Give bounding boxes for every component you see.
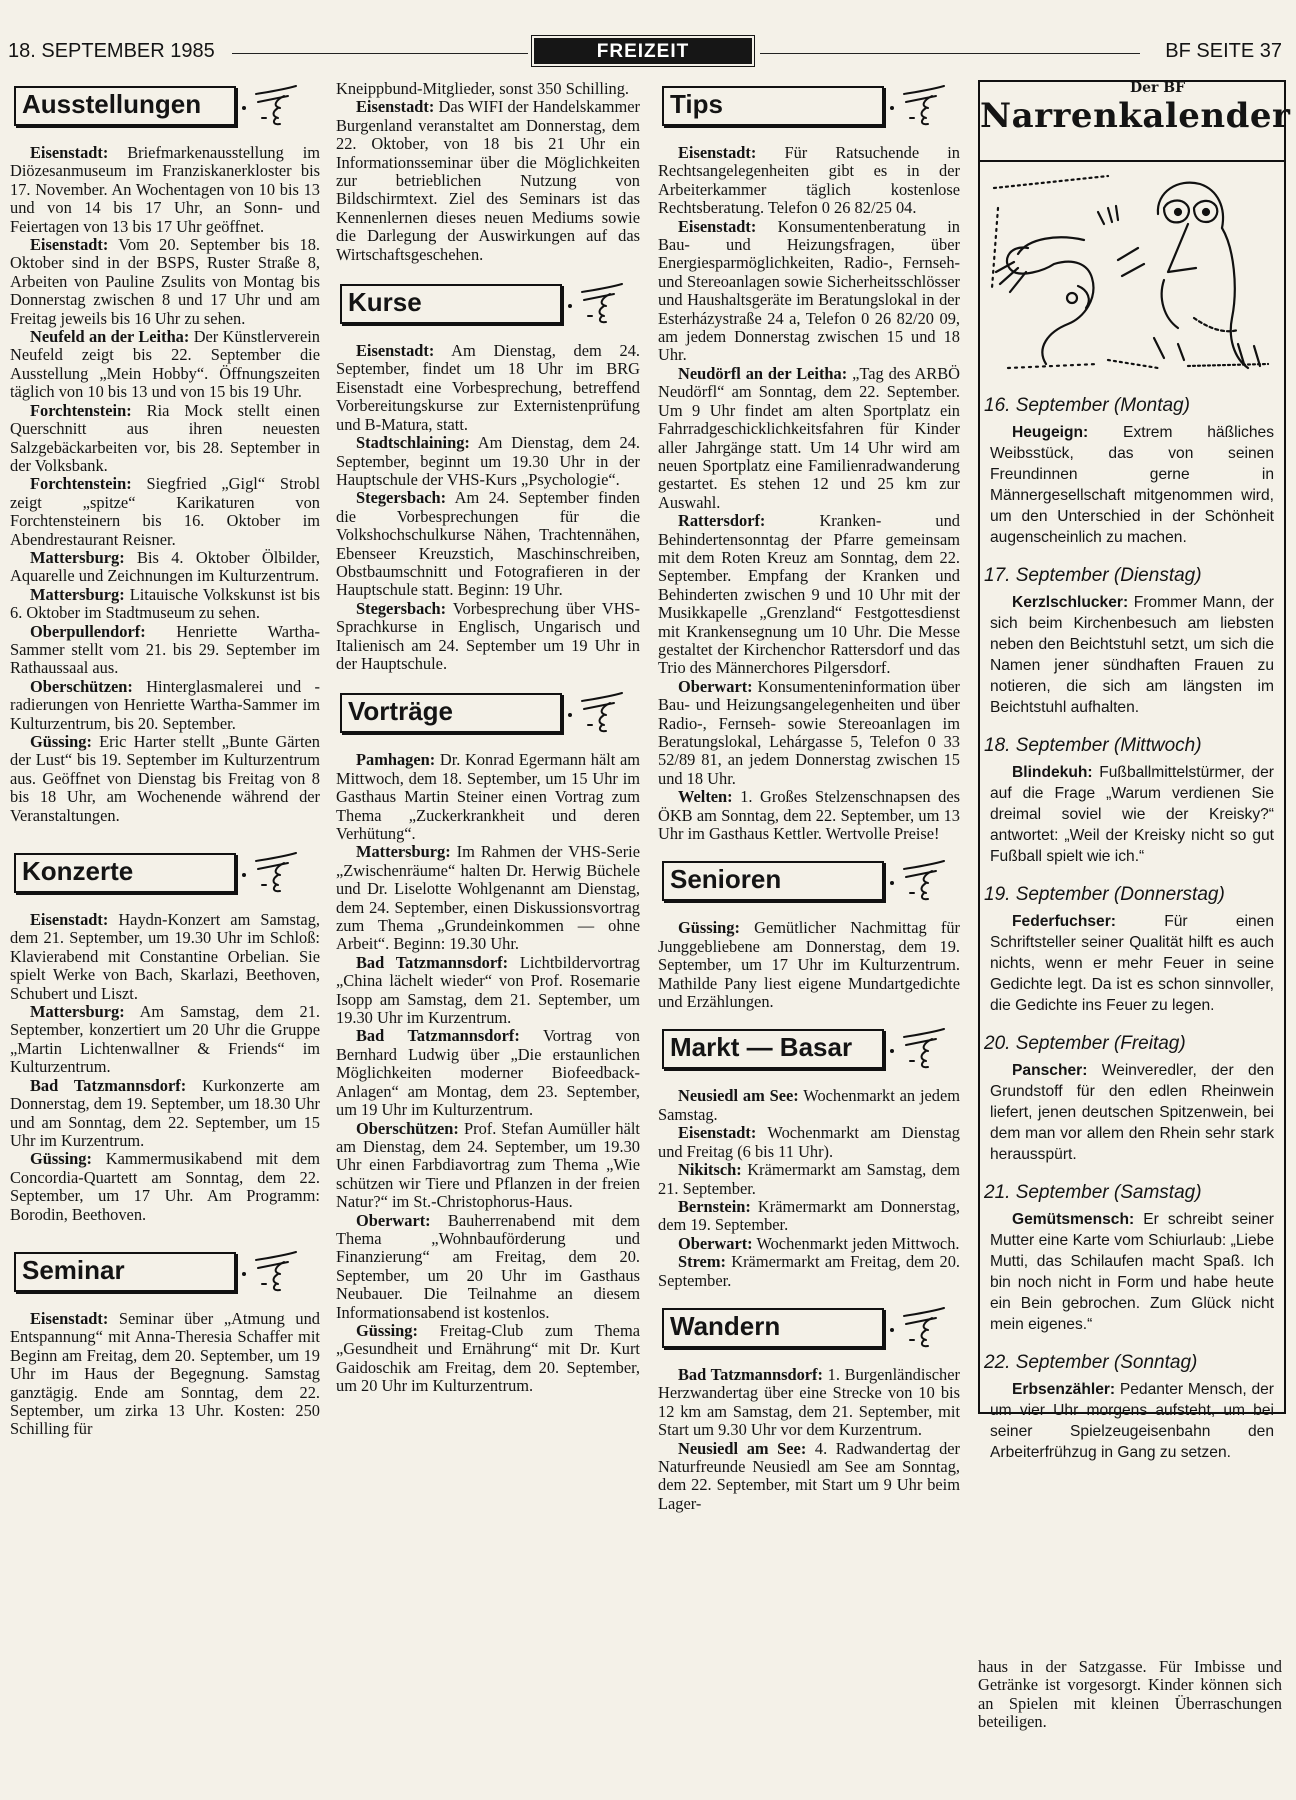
listing-entry [658, 1235, 960, 1253]
kurse-heading [336, 284, 640, 324]
pointing-hand-icon [902, 84, 948, 126]
listing-place: Stegersbach: [356, 488, 447, 508]
listing-text: Bauherrenabend mit dem Thema „Wohnbauförderung und Finanzierung“ am Freitag, dem 20. September, um 20 Uhr im Gasthaus Neubauer. Die Teilnahme an diesem Informationsabend ist kostenlos. [336, 1210, 640, 1322]
narren-definition: Für einen Schriftsteller seiner Qualität hilft es auch nichts, wenn er mehr Feuer in seine Gedichte legt. Da ist es schon sinnvoller, die Gedichte ins Feuer zu legen. [990, 913, 1274, 1014]
section-spacer [658, 1011, 960, 1023]
pointing-hand-icon [580, 691, 626, 733]
seminar-heading [10, 1252, 320, 1292]
listing-entry [10, 678, 320, 733]
listing-place: Neufeld an der Leitha: [30, 327, 190, 347]
listing-entry [10, 236, 320, 328]
listing-place: Rattersdorf: [678, 511, 766, 531]
section-heading-title: Kurse [348, 287, 422, 318]
narren-term: Blindekuh: [1012, 764, 1093, 781]
listing-place: Eisenstadt: [678, 1123, 757, 1143]
listing-text: Am Dienstag, dem 24. September, beginnt um 19.30 Uhr in der Hauptschule der VHS-Kurs „Psychologie“. [336, 433, 640, 489]
listing-text: Im Rahmen der VHS-Serie „Zwischenräume“ halten Dr. Herwig Büchele und Dr. Liselotte Wohlgenannt am Dienstag, dem 24. September, einen Diskussionsvortrag zum Thema „Grundeinkommen — ohne Arbeit“. Beginn: 19.30 Uhr. [336, 842, 640, 954]
section-heading-title: Tips [670, 89, 723, 119]
listing-text: 4. Radwandertag der Naturfreunde Neusiedl am See am Sonntag, dem 22. September, mit Start um 9 Uhr beim Lager- [658, 1438, 960, 1513]
listing-place: Stegersbach: [356, 598, 447, 618]
listing-text: Haydn-Konzert am Samstag, dem 21. September, um 19.30 Uhr im Schloß: Klavierabend mit Constantine Orbelian. Sie spielt Werke von Bach, Skarlazi, Beethoven, Schubert und Liszt. [10, 910, 320, 1003]
listing-text: Krämermarkt am Samstag, dem 21. September. [658, 1160, 960, 1198]
narren-day-heading: 16. September (Montag) [984, 395, 1190, 416]
listing-text: Litauische Volkskunst ist bis 6. Oktober im Stadtmuseum zu sehen. [10, 584, 320, 623]
heading-divider [884, 1310, 904, 1346]
listing-place: Strem: [678, 1252, 726, 1272]
listing-place: Mattersburg: [356, 842, 451, 862]
narren-term: Heugeign: [1012, 424, 1089, 441]
listing-entry [658, 144, 960, 218]
narren-day-heading: 19. September (Donnerstag) [984, 884, 1225, 905]
listing-text: Konsumentenberatung in Bau- und Heizungsfragen, über Energiesparmöglichkeiten, Radio-, Fernseh- und Stereoanlagen sowie Sicherheitsschlösser und Haushaltsgeräte im Beratungslokal in der Esterházystraße 24 a, Telefon 0 26 82/20 09, am jedem Donnerstag zwischen 15 und 18 Uhr. [658, 216, 960, 365]
section-heading-title: Vorträge [348, 696, 453, 727]
listing-place: Güssing: [30, 732, 92, 751]
narren-day-entry [990, 911, 1274, 1016]
narren-day-heading: 20. September (Freitag) [984, 1033, 1186, 1054]
listing-entry [10, 475, 320, 549]
heading-dot [242, 873, 246, 877]
listing-text: Seminar über „Atmung und Entspannung“ mit Anna-Theresia Schaffer mit Beginn am Freitag, dem 20. September, um 19 Uhr im Haus der Begegnung. Samstag ganztägig. Ende am Sonntag, dem 22. September, um zirka 13 Uhr. Kosten: 250 Schilling für [10, 1308, 320, 1439]
listing-entry [10, 1150, 320, 1224]
narren-definition: Er schreibt seiner Mutter eine Karte vom Schiurlaub: „Liebe Mutti, das Schilaufen macht Spaß. Ich bin noch nicht in Form und habe heute ein Bein gebrochen. Zum Glück nicht mein eigenes.“ [990, 1211, 1274, 1333]
listing-place: Forchtenstein: [30, 400, 132, 420]
listing-entry [658, 678, 960, 788]
continued-paragraph: Kneippbund-Mitglieder, sonst 350 Schilling. [336, 79, 629, 98]
listing-entry [336, 751, 640, 843]
listing-entry [10, 328, 320, 402]
listing-entry [336, 1322, 640, 1396]
listing-place: Nikitsch: [678, 1160, 742, 1180]
narren-day-heading: 18. September (Mittwoch) [984, 735, 1202, 756]
listing-place: Eisenstadt: [356, 97, 435, 117]
listing-place: Oberwart: [356, 1210, 431, 1230]
listing-text: Kurkonzerte am Donnerstag, dem 19. September, um 18.30 Uhr und am Sonntag, dem 22. September, um 15 Uhr im Kurzentrum. [10, 1075, 320, 1150]
listing-text: Am Samstag, dem 21. September, konzertiert um 20 Uhr die Gruppe „Martin Lichtenwallner & Friends“ im Kulturzentrum. [10, 1002, 320, 1077]
pointing-hand-icon [254, 84, 300, 126]
vortr-ge-heading [336, 693, 640, 733]
listing-place: Bad Tatzmannsdorf: [678, 1364, 823, 1384]
listing-text: Krämermarkt am Freitag, dem 20. September. [658, 1252, 960, 1290]
listing-entry [658, 1087, 960, 1124]
listing-place: Bad Tatzmannsdorf: [30, 1075, 187, 1095]
section-heading-title: Senioren [670, 864, 782, 895]
narren-definition: Pedanter Mensch, der um vier Uhr morgens aufsteht, um bei seiner Spielzeugeisenbahn den Arbeiterfrühzug in Gang zu setzen. [990, 1381, 1274, 1461]
listing-text: Für Ratsuchende in Rechtsangelegenheiten gibt es in der Arbeiterkammer täglich kostenlose Rechtsberatung. Telefon 0 26 82/25 04. [658, 143, 960, 218]
listing-place: Güssing: [356, 1320, 418, 1340]
listing-entry [336, 843, 640, 953]
listing-entry [658, 1366, 960, 1440]
listing-text: Freitag-Club zum Thema „Gesundheit und Ernährung“ mit Dr. Kurt Gaidoschik am Freitag, dem 20. September, um 20 Uhr im Kulturzentrum. [336, 1320, 640, 1396]
listing-entry [658, 365, 960, 512]
listing-text: Lichtbildervortrag „China lächelt wieder“ von Prof. Rosemarie Isopp am Samstag, dem 21. September, um 19.30 Uhr im Kurzentrum. [336, 952, 640, 1028]
narrenkalender-logo: Der BF [1130, 80, 1186, 96]
pointing-hand-icon [902, 1027, 948, 1069]
pointing-hand-icon [902, 1306, 948, 1348]
column-1 [10, 80, 320, 1439]
narrenkalender-rule [980, 160, 1284, 162]
listing-text: „Tag des ARBÖ Neudörfl“ am Sonntag, dem 22. September. Um 9 Uhr findet am alten Sportplatz ein Fahrradgeschicklichkeitsfahren für Kinder aller Jahrgänge statt. Um 14 Uhr wird am neuen Sportplatz eine Familienradwanderung gestartet. Es stehen 12 und 25 km zur Auswahl. [658, 363, 960, 512]
section-heading-title: Markt — Basar [670, 1032, 853, 1063]
listing-text: Am Dienstag, dem 24. September, findet um 18 Uhr im BRG Eisenstadt eine Vorbesprechung, betreffend Vorbereitungskurse zur Externistenprüfung und B-Matura, statt. [336, 341, 640, 434]
listing-place: Neusiedl am See: [678, 1086, 799, 1106]
listing-entry [10, 144, 320, 236]
listing-text: Wochenmarkt jeden Mittwoch. [752, 1233, 960, 1253]
listing-text: Briefmarkenausstellung im Diözesanmuseum im Franziskanerkloster bis 17. November. An Wochentagen von 10 bis 13 und von 14 bis 17 Uhr, an Sonn- und Feiertagen von 13 bis 17 Uhr geöffnet. [10, 143, 320, 236]
ausstellungen-heading [10, 86, 320, 126]
listing-place: Eisenstadt: [30, 143, 109, 162]
listing-entry [10, 586, 320, 623]
listing-text: Prof. Stefan Aumüller hält am Dienstag, dem 24. September, um 19.30 Uhr einen Farbdiavortrag zum Thema „Wie schützen wir Tiere und Pflanzen in der freien Natur?“ im St.-Christophorus-Haus. [336, 1118, 640, 1212]
narren-term: Panscher: [1012, 1062, 1088, 1079]
listing-entry [658, 788, 960, 843]
listing-place: Neusiedl am See: [678, 1438, 807, 1458]
listing-text: Eric Harter stellt „Bunte Gärten der Lust“ bis 19. September im Kulturzentrum aus. Geöffnet von Dienstag bis Freitag von 8 bis 18 Uhr, am Wochenende während der Veranstaltungen. [10, 732, 320, 825]
section-spacer [10, 825, 320, 847]
narren-term: Federfuchser: [1012, 913, 1116, 930]
listing-text: Kammermusikabend mit dem Concordia-Quartett am Sonntag, dem 22. September, um 17 Uhr. Am Programm: Borodin, Beethoven. [10, 1149, 320, 1224]
tips-heading [658, 86, 960, 126]
header-page-number: BF SEITE 37 [1165, 40, 1282, 62]
listing-place: Mattersburg: [30, 584, 125, 604]
listing-text: Konsumenteninformation über Bau- und Heizungsangelegenheiten und über Radio-, Fernseh- sowie Stereoanlagen im Beratungslokal, Lehárgasse 5, Telefon 0 33 52/89 81, an jedem Donnerstag zwischen 15 und 18 Uhr. [658, 676, 960, 788]
listing-text: Der Künstlerverein Neufeld zeigt bis 22. September die Ausstellung „Mein Hobby“. Öffnungszeiten täglich von 10 bis 13 und von 15 bis 19 Uhr. [10, 327, 321, 402]
pointing-hand-icon [254, 1250, 300, 1292]
listing-place: Eisenstadt: [30, 910, 109, 930]
listing-text: 1. Großes Stelzenschnapsen des ÖKB am Sonntag, dem 22. September, um 13 Uhr im Gasthaus Kettler. Wertvolle Preise! [658, 787, 960, 844]
listing-entry [10, 402, 320, 476]
listing-place: Oberwart: [678, 1233, 753, 1253]
narren-day-entry [990, 1209, 1274, 1335]
listing-entry [658, 512, 960, 678]
listing-entry [336, 600, 640, 674]
narren-day-entry [990, 592, 1274, 718]
narren-day-entry [990, 1379, 1274, 1463]
listing-entry [336, 1212, 640, 1322]
listing-place: Oberwart: [678, 676, 753, 696]
listing-place: Stadtschlaining: [356, 433, 470, 453]
listing-entry [336, 1120, 640, 1212]
narrenkalender-entries [984, 394, 1274, 1479]
listing-place: Neudörfl an der Leitha: [678, 363, 848, 383]
listing-entry [10, 911, 320, 1003]
narren-day-heading: 22. September (Sonntag) [984, 1352, 1198, 1373]
listing-entry [10, 733, 320, 825]
listing-place: Forchtenstein: [30, 474, 132, 494]
listing-entry [336, 1027, 640, 1119]
heading-divider [884, 863, 904, 899]
narrenkalender-box [978, 80, 1291, 1461]
column-3 [658, 80, 960, 1513]
listing-entry [10, 1310, 320, 1439]
continued-text: haus in der Satzgasse. Für Imbisse und Getränke ist vorgesorgt. Kinder können sich an Spielen mit kleinen Überraschungen beteiligen. [978, 1657, 1282, 1732]
listing-place: Bernstein: [678, 1196, 751, 1216]
listing-entry [10, 549, 320, 586]
heading-dot [242, 106, 246, 110]
section-title: FREIZEIT [534, 38, 752, 64]
column-2 [336, 80, 640, 1396]
narren-definition: Extrem häßliches Weibsstück, das von seinen Freundinnen gerne in Männergesellschaft mitgenommen wird, um den Unterschied in der Schönheit augenscheinlich zu machen. [990, 424, 1274, 546]
heading-divider [236, 1254, 256, 1290]
listing-place: Eisenstadt: [678, 216, 757, 236]
listing-entry [658, 1253, 960, 1290]
heading-dot [890, 106, 894, 110]
wandern-heading [658, 1308, 960, 1348]
listing-text: Siegfried „Gigl“ Strobl zeigt „spitze“ Karikaturen von Forchtensteinern bis 16. Oktober im Abendrestaurant Reisner. [10, 474, 320, 549]
listing-place: Eisenstadt: [30, 1308, 109, 1328]
heading-divider [562, 695, 582, 731]
listing-place: Bad Tatzmannsdorf: [356, 1026, 520, 1046]
listing-entry [658, 1124, 960, 1161]
narren-day-entry [990, 422, 1274, 548]
listing-place: Güssing: [678, 918, 740, 938]
listing-entry [10, 1003, 320, 1077]
listing-text: 1. Burgenländischer Herzwandertag über eine Strecke von 10 bis 12 km am Samstag, dem 21. September, mit Start um 9.30 Uhr vor dem Kurzentrum. [658, 1364, 960, 1440]
header-rule-left [232, 53, 528, 54]
narren-day-entry [990, 1060, 1274, 1165]
page-header [0, 38, 1296, 68]
listing-text: Kranken- und Behindertensonntag der Pfarre gemeinsam mit dem Roten Kreuz am Sonntag, dem 22. September. Empfang der Kranken und Behinderten zwischen 9 und 10 Uhr mit der Musikkapelle „Grenzland“ Festgottesdienst mit Krankensegnung um 10 Uhr. Die Messe gestaltet der Kirchenchor Rattersdorf und das Trio des Männerchores Pilgersdorf. [658, 511, 960, 678]
pointing-hand-icon [254, 851, 300, 893]
narren-term: Erbsenzähler: [1012, 1381, 1116, 1398]
listing-entry [336, 98, 640, 264]
section-heading-title: Wandern [670, 1310, 781, 1341]
section-spacer [336, 673, 640, 687]
listing-place: Pamhagen: [356, 750, 436, 770]
narrenkalender-title: Narrenkalender [980, 96, 1291, 136]
section-spacer [336, 264, 640, 278]
listing-place: Oberschützen: [30, 676, 133, 696]
markt-basar-heading [658, 1029, 960, 1069]
listing-place: Eisenstadt: [30, 235, 109, 255]
listing-entry [336, 434, 640, 489]
listing-place: Bad Tatzmannsdorf: [356, 952, 509, 972]
listing-entry [658, 1161, 960, 1198]
section-spacer [10, 1224, 320, 1246]
listing-text: Krämermarkt am Donnerstag, dem 19. September. [658, 1196, 960, 1235]
section-spacer [658, 1290, 960, 1302]
narren-term: Gemütsmensch: [1012, 1211, 1135, 1228]
listing-place: Welten: [678, 787, 733, 807]
listing-entry [336, 954, 640, 1028]
listing-text: Bis 4. Oktober Ölbilder, Aquarelle und Zeichnungen im Kulturzentrum. [10, 547, 320, 586]
listing-text: Dr. Konrad Egermann hält am Mittwoch, dem 18. September, um 15 Uhr im Gasthaus Martin Steiner einen Vortrag zum Thema „Zuckerkrankheit und deren Verhütung“. [336, 750, 640, 843]
heading-divider [236, 88, 256, 124]
pointing-hand-icon [902, 859, 948, 901]
listing-entry [658, 919, 960, 1011]
listing-place: Mattersburg: [30, 1002, 125, 1022]
listing-text: Vom 20. September bis 18. Oktober sind in der BSPS, Ruster Straße 8, Arbeiten von Pauline Zsulits von Montag bis Donnerstag zwischen 8 und 17 Uhr und am Freitag jeweils bis 16 Uhr zu sehen. [10, 235, 320, 328]
heading-dot [890, 1328, 894, 1332]
narren-day-heading: 17. September (Dienstag) [984, 565, 1202, 586]
listing-text: Hinterglasmalerei und -radierungen von Henriette Wartha-Sammer im Kulturzentrum, bis 20. September. [10, 676, 320, 733]
listing-place: Mattersburg: [30, 547, 125, 567]
section-heading-title: Seminar [22, 1254, 125, 1285]
narren-day-heading: 21. September (Samstag) [984, 1182, 1202, 1203]
senioren-heading [658, 861, 960, 901]
listing-text: Das WIFI der Handelskammer Burgenland veranstaltet am Donnerstag, dem 22. Oktober, von 18 bis 21 Uhr ein Informationsseminar über die Möglichkeiten zur betrieblichen Nutzung von Bildschirmtext. Ziel des Seminars ist das Kennenlernen dieses neuen Mediums sowie die Darlegung der Auswirkungen auf das Wirtschaftsgeschehen. [336, 97, 640, 264]
listing-entry [658, 218, 960, 365]
heading-divider [884, 1031, 904, 1067]
section-heading-title: Ausstellungen [22, 89, 202, 119]
heading-divider [884, 88, 904, 124]
listing-entry [336, 489, 640, 599]
narren-day-entry [990, 762, 1274, 867]
listing-text: Gemütlicher Nachmittag für Junggebliebene am Donnerstag, dem 19. September, um 17 Uhr im Kulturzentrum. Mathilde Pany liest eigene Mundartgedichte und Erzählungen. [658, 918, 960, 1012]
listing-entry [658, 1440, 960, 1514]
listing-text: Vortrag von Bernhard Ludwig über „Die erstaunlichen Möglichkeiten moderner Biofeedback-Anlagen“ am Montag, dem 23. September, um 19 Uhr im Kulturzentrum. [336, 1026, 640, 1120]
listing-text: Am 24. September finden die Vorbesprechungen für die Volkshochschulkurse Nähen, Trachtennähen, Ebenseer Kreuzstich, Maschinschreiben, Obstbaumschnitt und Fotografieren in der Hauptschule statt. Beginn: 19 Uhr. [336, 488, 640, 600]
listing-place: Eisenstadt: [356, 341, 435, 361]
konzerte-heading [10, 853, 320, 893]
listing-entry [336, 342, 640, 434]
listing-text: Vorbesprechung über VHS-Sprachkurse in Englisch, Ungarisch und Italienisch am 24. September um 19 Uhr in der Hauptschule. [336, 598, 640, 673]
header-rule-right [760, 53, 1140, 54]
listing-entry [658, 1198, 960, 1235]
listing-entry [10, 623, 320, 678]
narren-definition: Weinveredler, der den Grundstoff für den edlen Rheinwein liefert, jenen deutschen Spitzenwein, bei dem man vor allem den Rhein sehr stark herausspürt. [990, 1062, 1274, 1163]
listing-place: Eisenstadt: [678, 143, 757, 162]
listing-text: Wochenmarkt am Dienstag und Freitag (6 bis 11 Uhr). [658, 1123, 960, 1161]
narren-term: Kerzlschlucker: [1012, 594, 1129, 611]
listing-place: Güssing: [30, 1149, 92, 1169]
listing-text: Henriette Wartha-Sammer stellt vom 21. bis 29. September im Rathaussaal aus. [10, 621, 320, 678]
listing-place: Oberpullendorf: [30, 621, 146, 641]
pointing-hand-icon [580, 282, 626, 324]
section-spacer [658, 843, 960, 855]
narren-definition: Fußballmittelstürmer, der auf die Frage „Warum verdienen Sie dreimal soviel wie der Kreisky?“ antwortet: „Weil der Kreisky nicht so gut Fußball spielt wie ich.“ [990, 764, 1274, 865]
listing-text: Wochenmarkt an jedem Samstag. [658, 1086, 960, 1124]
listing-entry [10, 1077, 320, 1151]
section-heading-title: Konzerte [22, 856, 134, 887]
listing-place: Oberschützen: [356, 1118, 459, 1138]
header-date: 18. SEPTEMBER 1985 [8, 40, 215, 62]
heading-divider [236, 855, 256, 891]
listing-text: Ria Mock stellt einen Querschnitt aus ihren neuesten Salzgebäckarbeiten vor, bis 28. September in der Volksbank. [10, 400, 320, 475]
heading-divider [562, 286, 582, 322]
narren-definition: Frommer Mann, der sich beim Kirchenbesuch am liebsten neben den Beichtstuhl setzt, um sich die Namen jener sündhaften Frauen zu notieren, die sich am längsten im Beichtstuhl aufhalten. [990, 594, 1274, 716]
cartoon-illustration [988, 168, 1276, 378]
heading-dot [242, 1272, 246, 1276]
